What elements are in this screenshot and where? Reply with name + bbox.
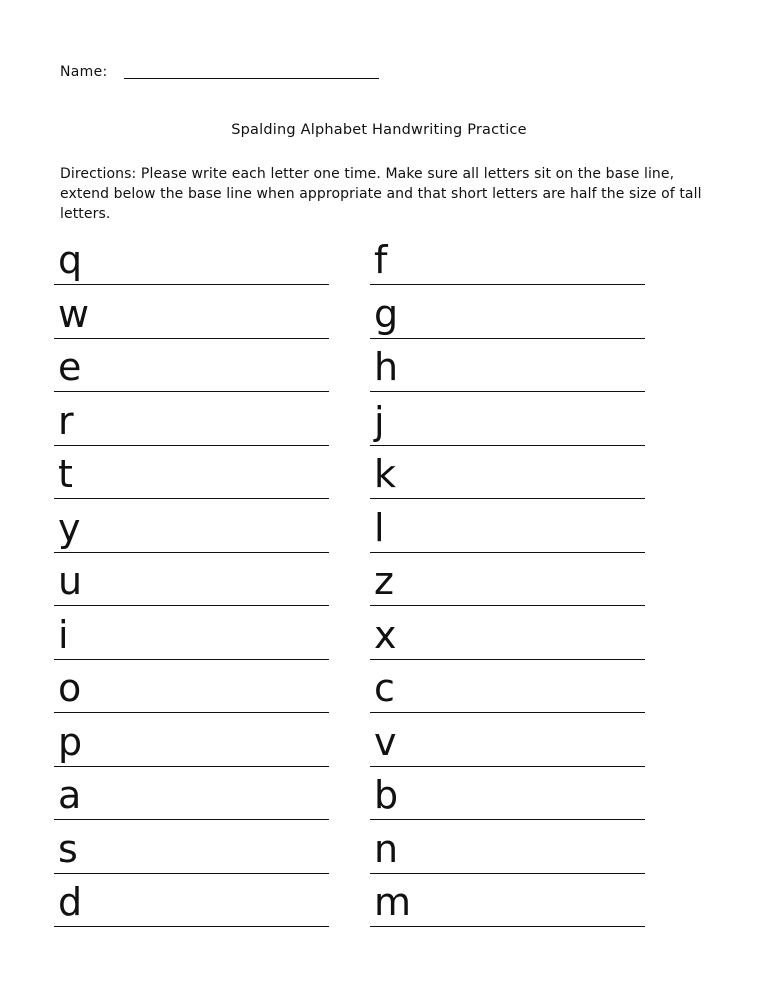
base-line [54, 659, 329, 660]
practice-letter: n [374, 826, 399, 871]
practice-letter: x [374, 612, 397, 657]
practice-letter: w [58, 291, 90, 336]
practice-letter: h [374, 345, 399, 389]
practice-row[interactable] [370, 826, 645, 893]
practice-row[interactable] [370, 238, 645, 304]
base-line [54, 873, 329, 874]
base-line [54, 766, 329, 767]
practice-letter: d [58, 880, 83, 924]
practice-letter: y [58, 505, 81, 550]
base-line [370, 445, 645, 446]
base-line [54, 819, 329, 820]
practice-row[interactable] [54, 880, 329, 946]
practice-letter: p [58, 719, 83, 764]
practice-row[interactable] [54, 559, 329, 625]
base-line [54, 712, 329, 713]
base-line [54, 284, 329, 285]
practice-row[interactable] [370, 773, 645, 839]
practice-letter: b [374, 773, 399, 817]
practice-letter: l [374, 505, 385, 550]
practice-row[interactable] [54, 719, 329, 786]
practice-row[interactable] [370, 398, 645, 465]
practice-letter: u [58, 559, 83, 603]
right-letter-column [370, 238, 645, 946]
practice-row[interactable] [370, 505, 645, 572]
name-field-row [60, 62, 390, 84]
base-line [54, 445, 329, 446]
practice-row[interactable] [370, 612, 645, 679]
practice-row[interactable] [370, 559, 645, 625]
practice-letter: g [374, 291, 399, 336]
base-line [370, 926, 645, 927]
base-line [54, 338, 329, 339]
practice-row[interactable] [54, 666, 329, 732]
practice-row[interactable] [370, 880, 645, 946]
practice-row[interactable] [370, 291, 645, 358]
practice-letter: e [58, 345, 82, 389]
worksheet-title: Spalding Alphabet Handwriting Practice [231, 122, 527, 138]
practice-row[interactable] [370, 719, 645, 786]
practice-row[interactable] [54, 345, 329, 411]
base-line [370, 605, 645, 606]
base-line [370, 659, 645, 660]
practice-letter: v [374, 719, 397, 764]
practice-row[interactable] [54, 505, 329, 572]
base-line [370, 873, 645, 874]
base-line [54, 552, 329, 553]
practice-letter: o [58, 666, 82, 710]
practice-row[interactable] [54, 612, 329, 679]
practice-letter: s [58, 826, 78, 871]
base-line [54, 498, 329, 499]
practice-letter: r [58, 398, 74, 443]
practice-letter: c [374, 666, 395, 710]
base-line [54, 391, 329, 392]
left-letter-column [54, 238, 329, 946]
practice-letter: i [58, 612, 69, 657]
practice-row[interactable] [370, 452, 645, 518]
practice-letter: z [374, 559, 394, 603]
base-line [370, 819, 645, 820]
practice-row[interactable] [54, 291, 329, 358]
directions-text: Directions: Please write each letter one time. Make sure all letters sit on the base line, extend below the base line when appropriate and that short letters are half the size of tall letters. [60, 166, 702, 222]
practice-letter: t [58, 452, 73, 496]
practice-row[interactable] [54, 826, 329, 893]
base-line [370, 284, 645, 285]
practice-letter: m [374, 880, 412, 924]
base-line [370, 552, 645, 553]
practice-letter: k [374, 452, 397, 496]
practice-row[interactable] [54, 238, 329, 304]
practice-letter: j [374, 398, 385, 443]
practice-row[interactable] [54, 398, 329, 465]
practice-row[interactable] [370, 666, 645, 732]
practice-row[interactable] [54, 452, 329, 518]
name-write-line[interactable] [124, 78, 379, 79]
base-line [54, 605, 329, 606]
base-line [370, 391, 645, 392]
practice-letter: f [374, 238, 388, 282]
practice-row[interactable] [54, 773, 329, 839]
practice-letter: q [58, 238, 83, 282]
base-line [370, 766, 645, 767]
name-label: Name: [60, 64, 108, 80]
base-line [54, 926, 329, 927]
base-line [370, 338, 645, 339]
practice-letter: a [58, 773, 82, 817]
base-line [370, 498, 645, 499]
practice-row[interactable] [370, 345, 645, 411]
base-line [370, 712, 645, 713]
